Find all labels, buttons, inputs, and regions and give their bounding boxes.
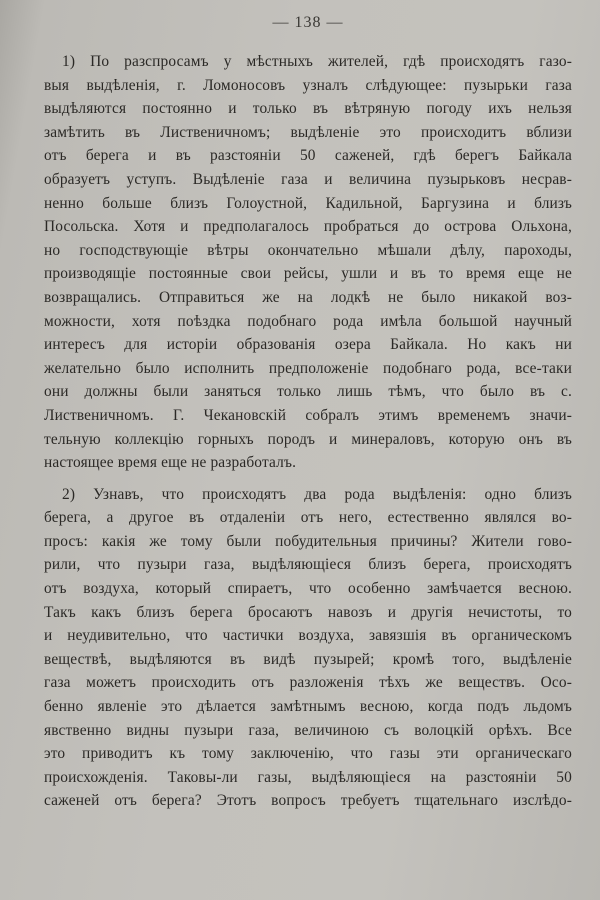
text-line: но господствующіе вѣтры окончательно мѣшали дѣлу, пароходы,	[44, 241, 572, 259]
text-line: производящіе постоянные свои рейсы, ушли и въ то время еще не	[44, 265, 572, 283]
text-line: 2) Узнавъ, что происходятъ два рода выдѣленія: одно близъ	[62, 485, 572, 503]
text-line: отъ воздуха, который спираетъ, что особенно замѣчается весною.	[44, 580, 572, 598]
paragraph-gap	[44, 475, 572, 483]
paragraph-2	[44, 483, 572, 813]
text-line: можности, хотя поѣздка подобнаго рода имѣла большой научный	[44, 312, 572, 330]
text-line: Лиственичномъ. Г. Чекановскій собралъ этимъ временемъ значи-	[44, 406, 572, 424]
text-line: Такъ какъ близъ берега бросаютъ навозъ и другія нечистоты, то	[44, 603, 572, 621]
text-line: выя выдѣленія, г. Ломоносовъ узналъ слѣдующее: пузырьки газа	[44, 76, 572, 94]
page-number: — 138 —	[272, 14, 344, 31]
text-line: явственно видны пузыри газа, величиною съ волоцкій орѣхъ. Все	[44, 721, 572, 739]
text-line: бенно явленіе это дѣлается замѣтнымъ весною, когда подъ льдомъ	[44, 698, 572, 716]
text-line: они должны были заняться только лишь тѣмъ, что было въ с.	[44, 383, 572, 401]
text-line: желательно было исполнить предположеніе подобнаго рода, все-таки	[44, 359, 572, 377]
text-line: ненно больше близъ Голоустной, Кадильной, Баргузина и близъ	[44, 194, 572, 212]
text-line: саженей отъ берега? Этотъ вопросъ требуетъ тщательнаго изслѣдо-	[44, 792, 572, 810]
text-line: возвращались. Отправиться же на лодкѣ не было никакой воз-	[44, 288, 572, 306]
text-line: замѣтить въ Лиственичномъ; выдѣленіе это происходитъ вблизи	[44, 123, 572, 141]
text-line: 1) По разспросамъ у мѣстныхъ жителей, гдѣ происходятъ газо-	[62, 53, 572, 70]
text-line: берега, а другое въ отдаленіи отъ него, естественно являлся во-	[44, 509, 572, 527]
text-line: происхожденія. Таковы-ли газы, выдѣляющіеся на разстояніи 50	[44, 768, 572, 786]
text-line: интересъ для исторіи образованія озера Байкала. Но какъ ни	[44, 336, 572, 354]
text-line: газа можетъ происходить отъ разложенія тѣхъ же веществъ. Осо-	[44, 674, 572, 692]
text-line: это приводитъ къ тому заключенію, что газы эти органическаго	[44, 745, 572, 763]
text-line: рили, что пузыри газа, выдѣляющіеся близъ берега, происходятъ	[44, 556, 572, 574]
text-line: Посольска. Хотя и предполагалось пробраться до острова Ольхона,	[44, 218, 572, 236]
text-line: отъ берега и въ разстояніи 50 саженей, гдѣ берегъ Байкала	[44, 147, 572, 165]
text-line: настоящее время еще не разработалъ.	[44, 454, 297, 472]
text-line: и неудивительно, что частички воздуха, завязшія въ органическомъ	[44, 627, 572, 645]
text-line: выдѣляются постоянно и только въ вѣтряную погоду ихъ нельзя	[44, 100, 572, 118]
text-line: тельную коллекцію горныхъ породъ и минераловъ, которую онъ въ	[44, 430, 572, 448]
text-line: просъ: какія же тому были побудительныя причины? Жители гово-	[44, 532, 572, 550]
text-line: веществѣ, выдѣляются въ видѣ пузырей; кромѣ того, выдѣленіе	[44, 650, 572, 668]
paragraph-1	[44, 50, 572, 475]
text-line: образуетъ уступъ. Выдѣленіе газа и величина пузырьковъ несрав-	[44, 170, 572, 188]
